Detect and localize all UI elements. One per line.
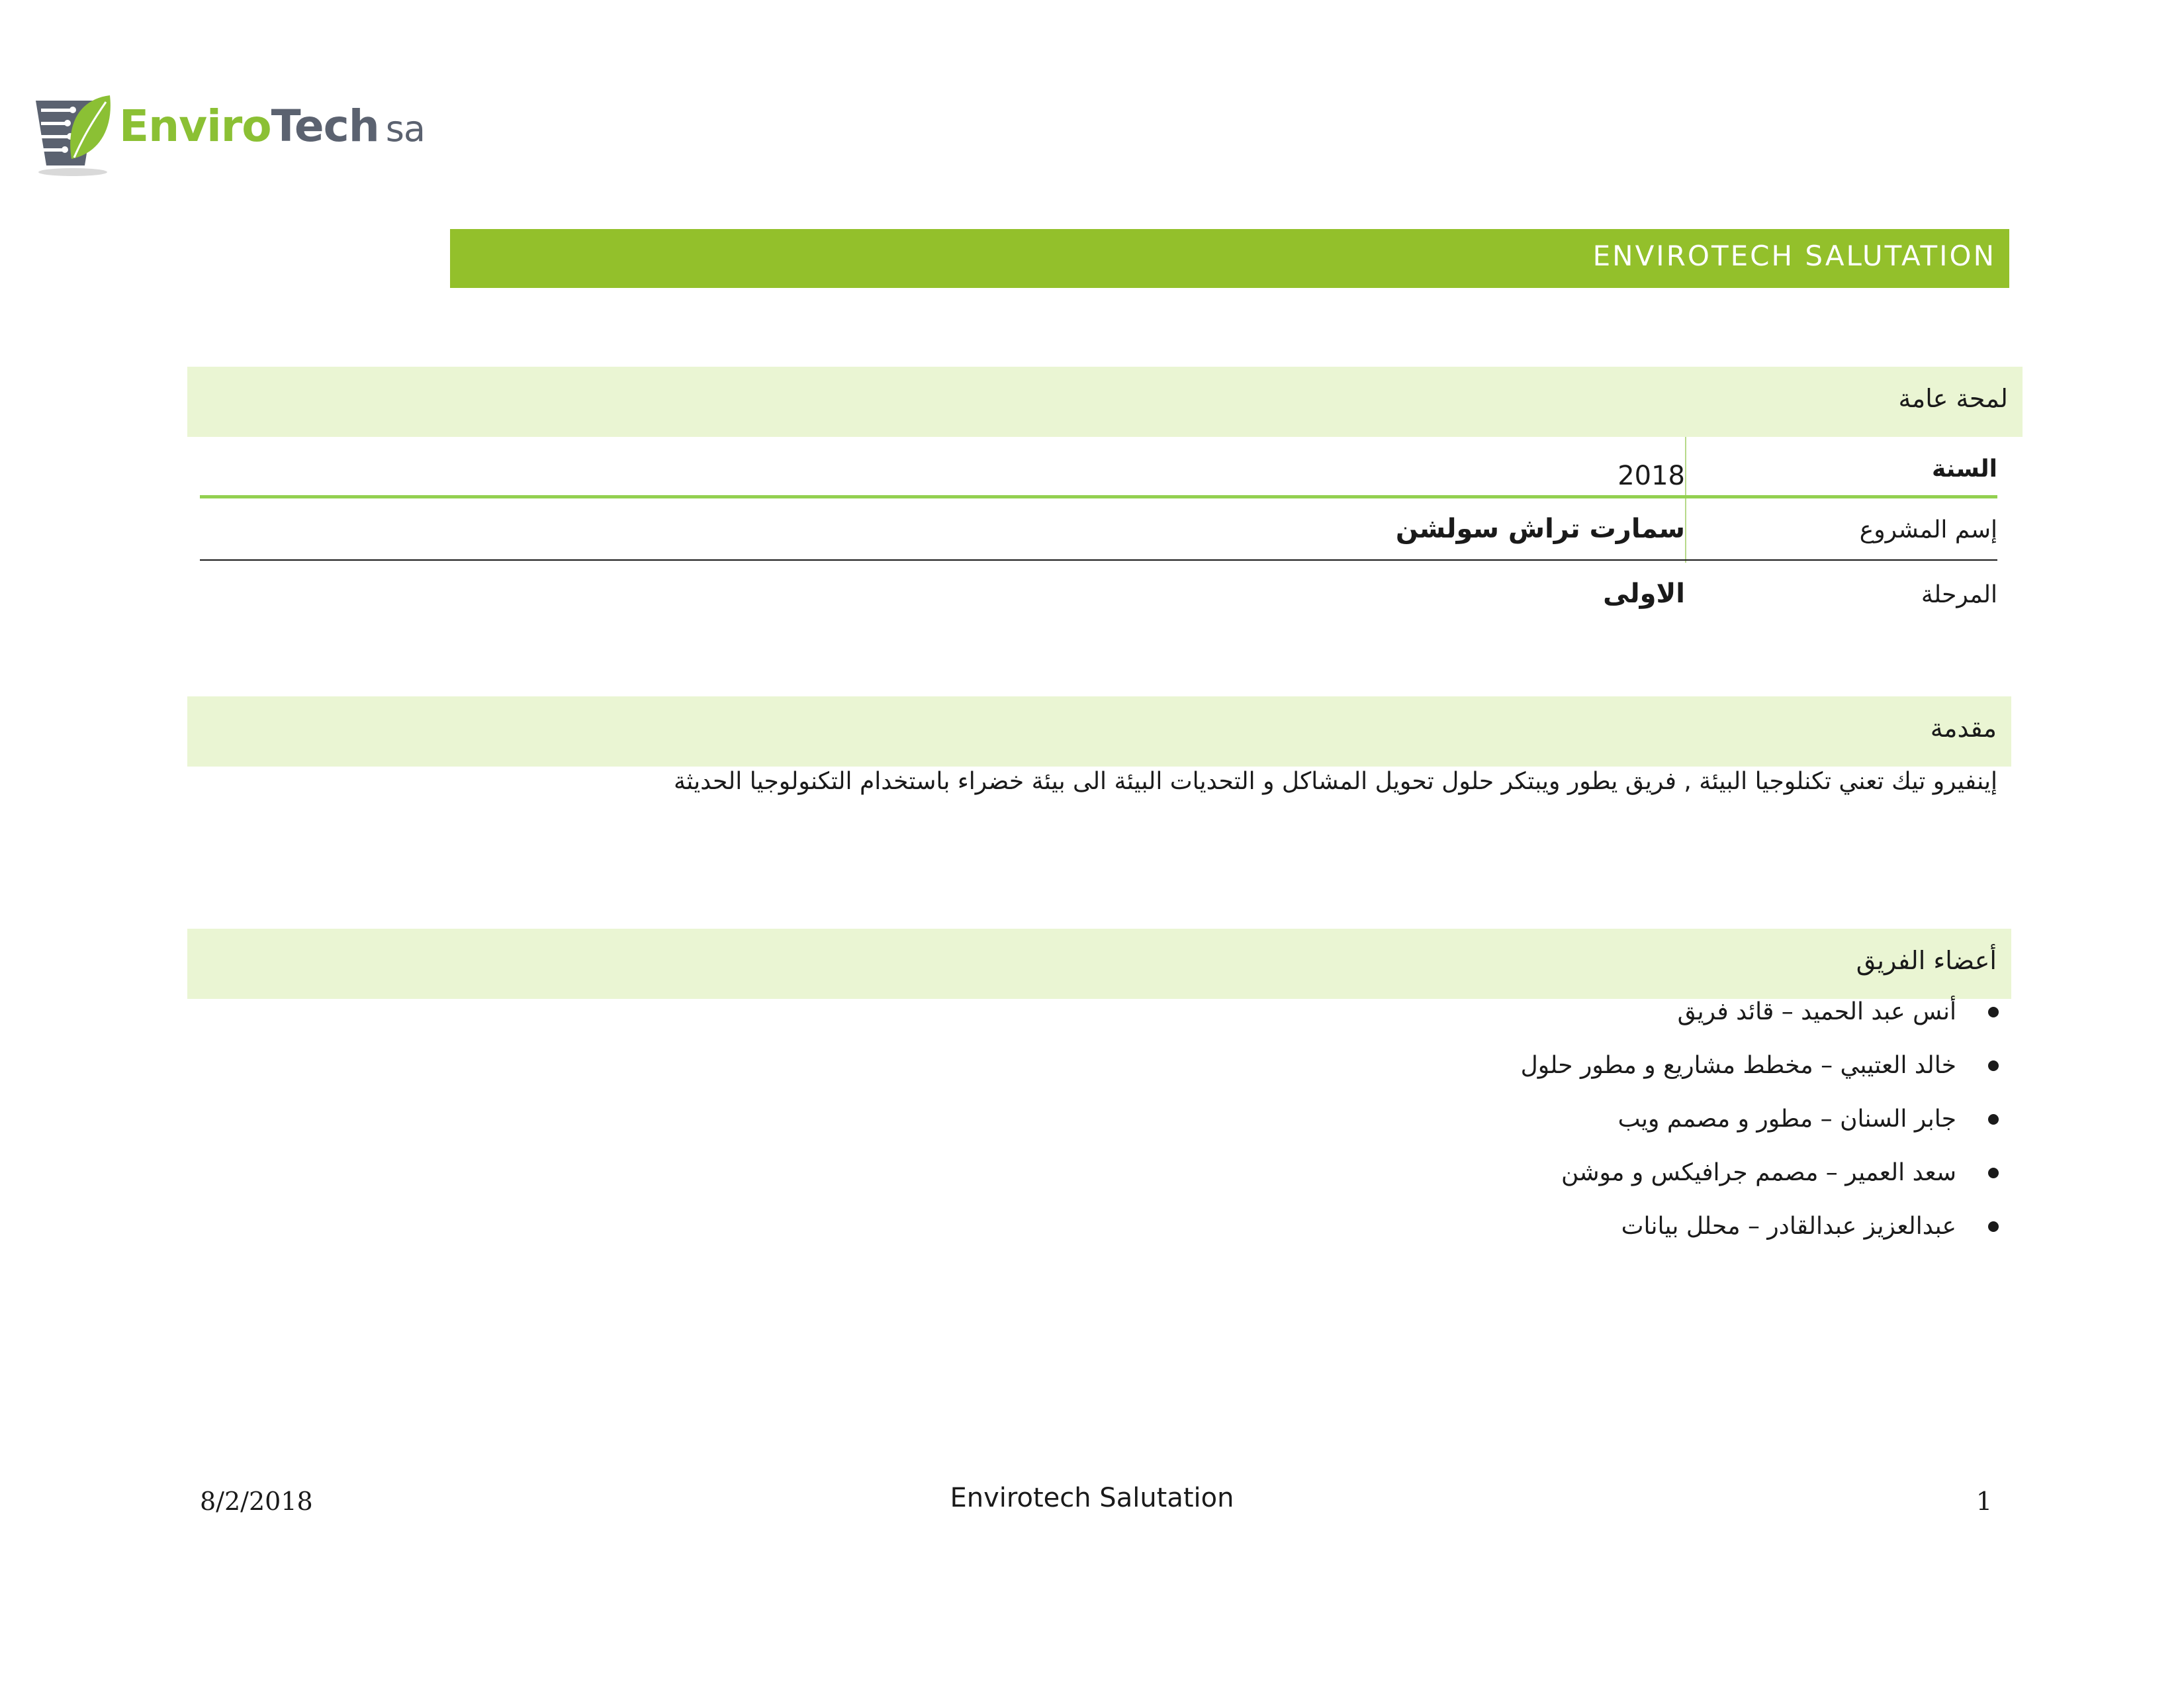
team-members-list [1337,998,1999,1266]
overview-row-divider-green [200,495,1997,498]
overview-value-year: 2018 [1617,461,1685,491]
overview-row-divider-black [200,559,1997,561]
overview-heading: لمحة عامة [1898,384,2008,413]
list-item [1337,1105,1999,1159]
list-item [1337,998,1999,1052]
company-logo [32,93,425,179]
bullet-icon [1988,1060,1999,1071]
logo-brand-part1: Enviro [119,101,271,152]
intro-section-header [187,696,2011,767]
document-title-bar [450,229,2009,288]
intro-heading: مقدمة [1930,714,1997,743]
bullet-icon [1988,1221,1999,1232]
overview-column-divider [1685,437,1686,563]
team-member: أنس عبد الحميد – قائد فريق [1677,998,1956,1025]
team-member: جابر السنان – مطور و مصمم ويب [1617,1105,1956,1133]
overview-value-project-name: سمارت تراش سولشن [1395,514,1685,544]
team-heading: أعضاء الفريق [1856,946,1997,975]
logo-wordmark [119,101,425,152]
footer-page-number: 1 [1976,1487,1992,1516]
team-member: سعد العمير – مصمم جرافيكس و موشن [1561,1159,1956,1186]
bullet-icon [1988,1114,1999,1125]
overview-section-header [187,367,2023,437]
list-item [1337,1213,1999,1266]
footer-date: 8/2/2018 [200,1487,313,1516]
overview-label-year: السنة [1931,455,1997,483]
bullet-icon [1988,1168,1999,1178]
bullet-icon [1988,1007,1999,1017]
overview-label-phase: المرحلة [1921,581,1997,608]
overview-table [200,437,1997,629]
overview-value-phase: الاولى [1603,579,1685,609]
leaf-circuit-logo-icon [32,93,119,179]
document-title: ENVIROTECH SALUTATION [1592,240,1996,272]
list-item [1337,1159,1999,1213]
logo-brand-part2: Tech [271,101,379,152]
list-item [1337,1052,1999,1105]
team-section-header [187,929,2011,999]
footer-title: Envirotech Salutation [950,1483,1234,1513]
team-member: خالد العتيبي – مخطط مشاريع و مطور حلول [1520,1052,1956,1079]
overview-label-project-name: إسم المشروع [1859,516,1997,543]
team-member: عبدالعزيز عبدالقادر – محلل بيانات [1621,1213,1956,1240]
intro-paragraph: إينفيرو تيك تعني تكنلوجيا البيئة , فريق يطور ويبتكر حلول تحويل المشاكل و التحديات البيئة الى بيئة خضراء باستخدام التكنولوجيا الحديثة [673,768,1997,795]
logo-brand-suffix: sa [385,108,425,150]
